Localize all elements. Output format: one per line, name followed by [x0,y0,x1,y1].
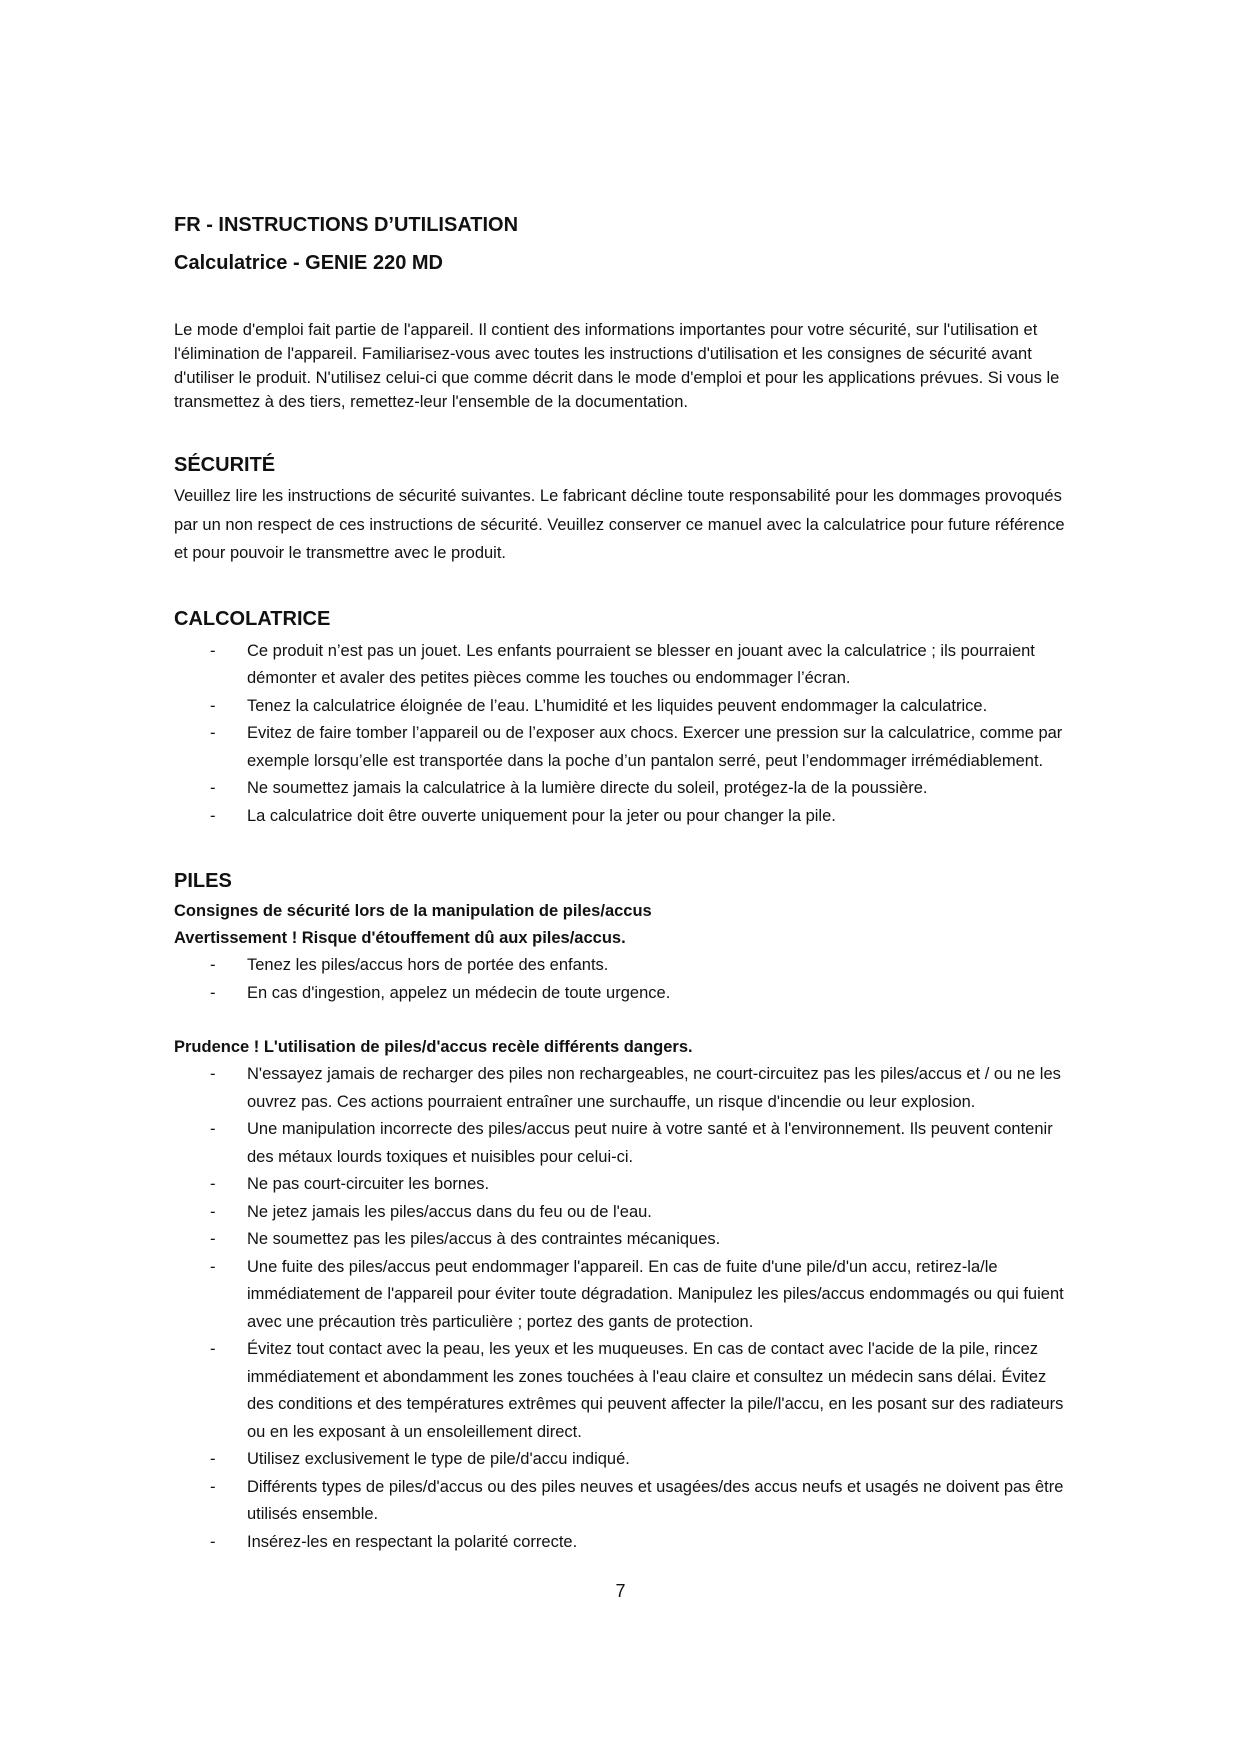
list-item: - Ne soumettez jamais la calculatrice à la lumière directe du soleil, protégez-la de la poussière. [174,775,1074,803]
document-title: FR - INSTRUCTIONS D’UTILISATION [174,214,519,236]
list-item: - N'essayez jamais de recharger des piles non rechargeables, ne court-circuitez pas les piles/accus et / ou ne les ouvrez pas. Ces actions pourraient entraîner une surchauffe, un risque d'incendie ou leur explosion. [174,1061,1074,1116]
list-item: - Insérez-les en respectant la polarité correcte. [174,1529,1074,1557]
piles-warning-list [174,952,1074,1007]
list-item: - Tenez les piles/accus hors de portée des enfants. [174,952,1074,980]
list-item: - En cas d'ingestion, appelez un médecin de toute urgence. [174,980,1074,1008]
list-item: - Une manipulation incorrecte des piles/accus peut nuire à votre santé et à l'environnement. Ils peuvent contenir des métaux lourds toxiques et nuisibles pour celui-ci. [174,1116,1074,1171]
spacer [174,1007,1074,1034]
list-item: - Ne pas court-circuiter les bornes. [174,1171,1074,1199]
list-item: - Une fuite des piles/accus peut endommager l'appareil. En cas de fuite d'une pile/d'un accu, retirez-la/le immédiatement de l'appareil pour éviter toute dégradation. Manipulez les piles/accus endommagés ou qui fuient avec une précaution très particulière ; portez des gants de protection. [174,1254,1074,1337]
page-content [174,206,1074,1556]
piles-subheading-consignes: Consignes de sécurité lors de la manipulation de piles/accus [174,902,652,920]
piles-subheading-prudence: Prudence ! L'utilisation de piles/d'accus recèle différents dangers. [174,1038,693,1056]
document-subtitle: Calculatrice - GENIE 220 MD [174,252,443,274]
piles-danger-list [174,1061,1074,1556]
page-number: 7 [615,1581,626,1601]
list-item: - La calculatrice doit être ouverte uniquement pour la jeter ou pour changer la pile. [174,803,1074,831]
list-item: - Différents types de piles/d'accus ou des piles neuves et usagées/des accus neufs et usagés ne doivent pas être utilisés ensemble. [174,1474,1074,1529]
piles-subheading-avertissement: Avertissement ! Risque d'étouffement dû aux piles/accus. [174,929,626,947]
list-item: - Ce produit n’est pas un jouet. Les enfants pourraient se blesser en jouant avec la calculatrice ; ils pourraient démonter et avaler des petites pièces comme les touches ou endommager l’écran. [174,638,1074,693]
calculatrice-list [174,638,1074,831]
piles-heading: PILES [174,870,232,892]
intro-paragraph: Le mode d'emploi fait partie de l'appareil. Il contient des informations importantes pour votre sécurité, sur l'utilisation et l'élimination de l'appareil. Familiarisez-vous avec toutes les instructions d'utilisation et les consignes de sécurité avant d'utiliser le produit. N'utilisez celui-ci que comme décrit dans le mode d'emploi et pour les applications prévues. Si vous le transmettez à des tiers, remettez-leur l'ensemble de la documentation. [174,321,1060,411]
list-item: - Ne soumettez pas les piles/accus à des contraintes mécaniques. [174,1226,1074,1254]
calculatrice-heading: CALCOLATRICE [174,607,331,630]
list-item: - Utilisez exclusivement le type de pile/d'accu indiqué. [174,1446,1074,1474]
securite-paragraph: Veuillez lire les instructions de sécurité suivantes. Le fabricant décline toute responsabilité pour les dommages provoqués par un non respect de ces instructions de sécurité. Veuillez conserver ce manuel avec la calculatrice pour future référence et pour pouvoir le transmettre avec le produit. [174,487,1065,562]
list-item: - Tenez la calculatrice éloignée de l’eau. L’humidité et les liquides peuvent endommager la calculatrice. [174,693,1074,721]
securite-heading: SÉCURITÉ [174,454,276,476]
list-item: - Ne jetez jamais les piles/accus dans du feu ou de l'eau. [174,1199,1074,1227]
list-item: - Évitez tout contact avec la peau, les yeux et les muqueuses. En cas de contact avec l'acide de la pile, rincez immédiatement et abondamment les zones touchées à l'eau claire et consultez un médecin sans délai. Évitez des conditions et des températures extrêmes qui peuvent affecter la pile/l'accu, en les posant sur des radiateurs ou en les exposant à un ensoleillement direct. [174,1336,1074,1446]
list-item: - Evitez de faire tomber l’appareil ou de l’exposer aux chocs. Exercer une pression sur la calculatrice, comme par exemple lorsqu’elle est transportée dans la poche d’un pantalon serré, peut l’endommager irrémédiablement. [174,720,1074,775]
